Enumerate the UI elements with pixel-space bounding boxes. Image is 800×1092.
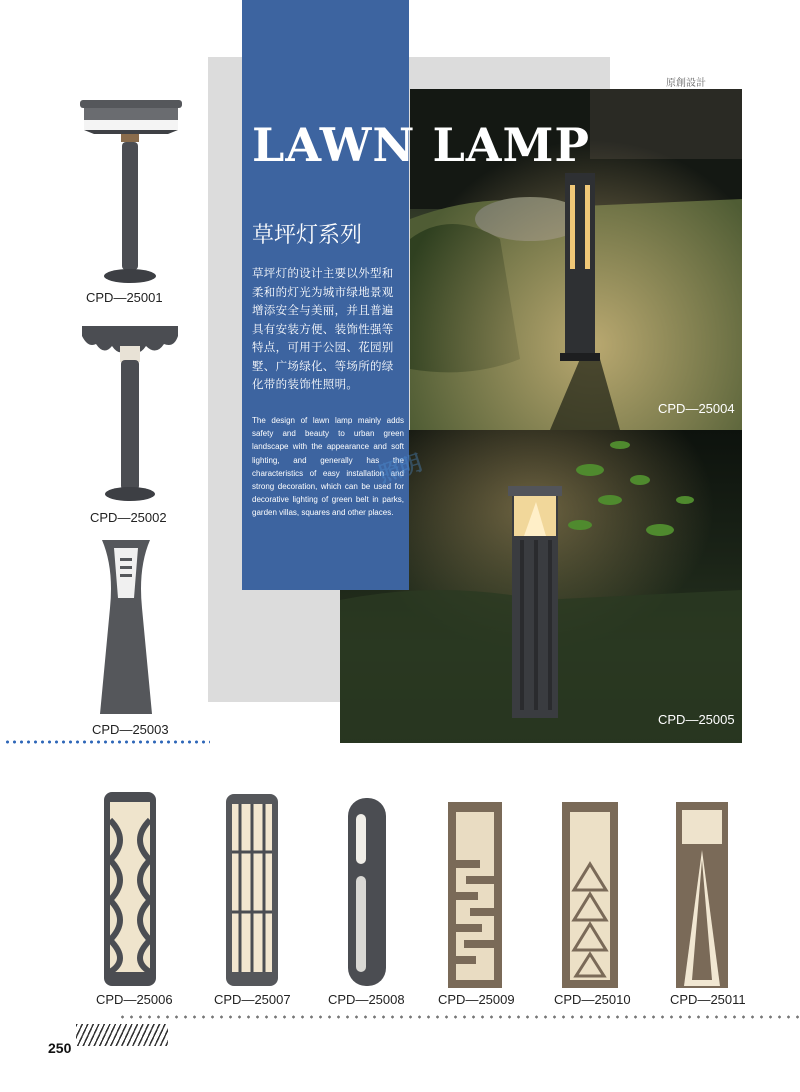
product-code: CPD—25003	[92, 722, 169, 737]
photo-caption: CPD—25004	[658, 401, 735, 416]
product-cpd-25008	[328, 796, 405, 1007]
page-title: LAWN LAMP	[252, 118, 591, 172]
product-cpd-25010	[554, 800, 631, 1007]
product-cpd-25002	[76, 322, 186, 525]
product-cpd-25007	[214, 792, 291, 1007]
page-number: 250	[48, 1040, 72, 1056]
product-code: CPD—25002	[90, 510, 167, 525]
dotted-divider	[4, 740, 210, 744]
chinese-subtitle: 草坪灯系列	[252, 223, 363, 248]
product-cpd-25009	[438, 800, 515, 1007]
arch-lamp-icon	[674, 800, 730, 990]
cylinder-wave-lamp-icon	[96, 790, 166, 988]
product-code: CPD—25008	[328, 992, 405, 1007]
cylinder-grid-lamp-icon	[222, 792, 282, 988]
product-code: CPD—25006	[96, 992, 173, 1007]
product-cpd-25003	[92, 538, 169, 737]
tapered-lamp-icon	[96, 538, 156, 718]
diagonal-stripes-ornament	[76, 1024, 168, 1046]
brand-mark: 原創設計	[666, 78, 706, 89]
photo-caption: CPD—25005	[658, 712, 735, 727]
product-code: CPD—25007	[214, 992, 291, 1007]
product-cpd-25011	[670, 800, 746, 1007]
scalloped-top-lamp-icon	[76, 322, 186, 502]
product-cpd-25001	[76, 98, 186, 305]
product-cpd-25006	[96, 790, 173, 1007]
watermark: 照明	[375, 449, 426, 488]
chinese-description: 草坪灯的设计主要以外型和柔和的灯光为城市绿地景观增添安全与美丽，并且普遍具有安装方便、装饰性强等特点，可用于公园、花园别墅、广场绿化、等场所的绿化带的装饰性照明。	[252, 266, 394, 391]
product-code: CPD—25009	[438, 992, 515, 1007]
triangle-pattern-lamp-icon	[560, 800, 620, 990]
product-code: CPD—25010	[554, 992, 631, 1007]
round-top-lamp-icon	[76, 98, 186, 288]
product-code: CPD—25011	[670, 992, 746, 1007]
bottom-dotted-divider	[118, 1015, 800, 1019]
english-description: The design of lawn lamp mainly adds safety and beauty to urban green landscape with the appearance and soft lighting, and generally has the characteristics of easy installation and strong decoration, which can be used for decorative lighting of green belt in parks, garden villas, squares and other places.	[252, 416, 404, 518]
product-code: CPD—25001	[86, 290, 163, 305]
square-pattern-lamp-icon	[446, 800, 504, 990]
cylinder-slot-lamp-icon	[344, 796, 390, 988]
